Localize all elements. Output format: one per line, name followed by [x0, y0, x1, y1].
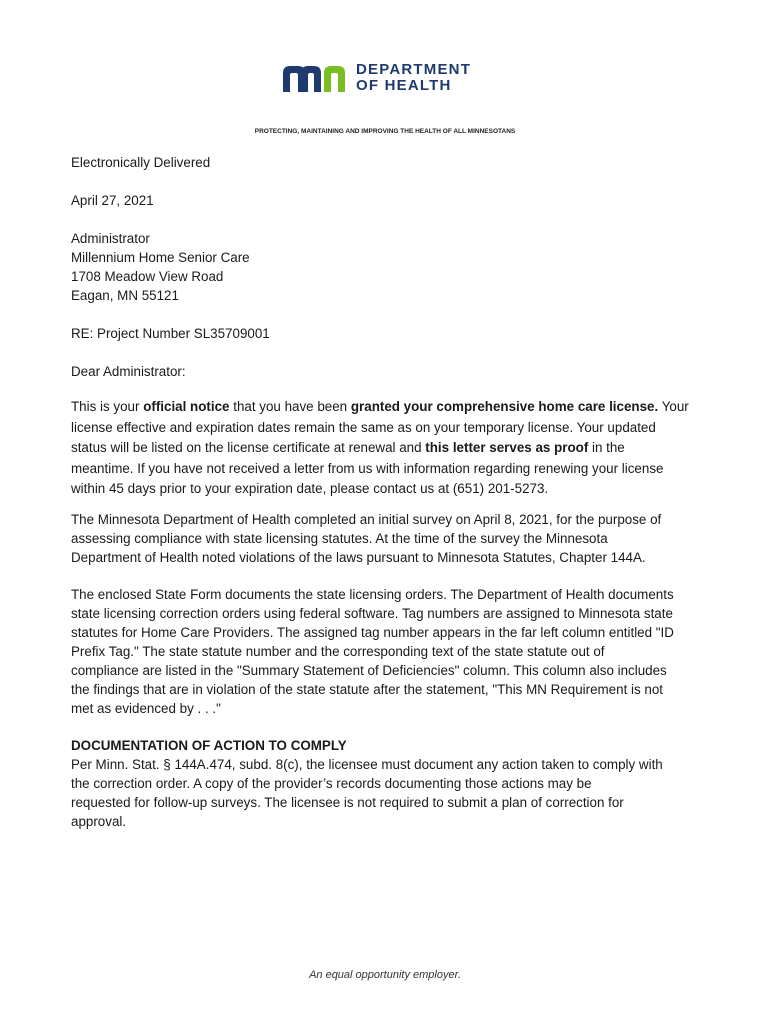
- delivery-method: Electronically Delivered: [71, 155, 211, 170]
- address-line: 1708 Meadow View Road: [71, 269, 224, 284]
- section-action-to-comply: [71, 736, 701, 831]
- address-line: Eagan, MN 55121: [71, 288, 179, 303]
- paragraph-state-form: [71, 585, 701, 718]
- address-line: Millennium Home Senior Care: [71, 250, 250, 265]
- paragraph-line: meantime. If you have not received a letter from us with information regarding renewing your license: [71, 460, 664, 476]
- paragraph-line: [71, 438, 701, 459]
- heading-text: DOCUMENTATION OF ACTION TO COMPLY: [71, 738, 347, 753]
- paragraph-line: compliance are listed in the "Summary Statement of Deficiencies" column. This column also includes: [71, 663, 667, 678]
- letter-date: April 27, 2021: [71, 193, 154, 208]
- paragraph-line: The Minnesota Department of Health completed an initial survey on April 8, 2021, for the purpose of: [71, 512, 662, 527]
- section-heading: [71, 736, 701, 755]
- emphasis-text: granted your comprehensive home care license.: [350, 399, 659, 414]
- text: status will be listed on the license certificate at renewal and: [71, 440, 426, 455]
- mdh-logo: [280, 62, 471, 94]
- paragraph-line: statutes for Home Care Providers. The assigned tag number appears in the far left column entitled "ID: [71, 625, 674, 640]
- logo-line-2: OF HEALTH: [356, 77, 452, 94]
- logo-line-1: DEPARTMENT: [356, 61, 472, 78]
- paragraph-line: the correction order. A copy of the provider’s records documenting those actions may be: [71, 776, 592, 791]
- footer-statement: An equal opportunity employer.: [309, 969, 461, 981]
- mn-logo-icon: [280, 63, 348, 93]
- recipient-address: [71, 229, 701, 305]
- paragraph-line: Per Minn. Stat. § 144A.474, subd. 8(c), the licensee must document any action taken to comply with: [71, 757, 663, 772]
- salutation: Dear Administrator:: [71, 364, 186, 379]
- paragraph-line: [71, 397, 701, 418]
- text: that you have been: [229, 399, 351, 414]
- reference-line: RE: Project Number SL35709001: [71, 326, 270, 341]
- logo-wordmark: [356, 62, 471, 94]
- paragraph-line: approval.: [71, 814, 127, 829]
- paragraph-line: state licensing correction orders using federal software. Tag numbers are assigned to Minnesota state: [71, 606, 673, 621]
- emphasis-text: official notice: [143, 399, 230, 414]
- emphasis-text: this letter serves as proof: [425, 440, 589, 455]
- paragraph-line: the findings that are in violation of the state statute after the statement, "This MN Requirement is not: [71, 682, 664, 697]
- paragraph-survey: [71, 510, 701, 567]
- paragraph-line: assessing compliance with state licensing statutes. At the time of the survey the Minnesota: [71, 531, 608, 546]
- tagline: PROTECTING, MAINTAINING AND IMPROVING THE HEALTH OF ALL MINNESOTANS: [254, 128, 516, 135]
- paragraph-line: Department of Health noted violations of the laws pursuant to Minnesota Statutes, Chapter 144A.: [71, 550, 646, 565]
- paragraph-line: Prefix Tag." The state statute number and the corresponding text of the state statute out of: [71, 644, 605, 659]
- paragraph-line: The enclosed State Form documents the state licensing orders. The Department of Health documents: [71, 587, 674, 602]
- address-line: Administrator: [71, 231, 150, 246]
- text: This is your: [71, 399, 144, 414]
- paragraph-line: within 45 days prior to your expiration date, please contact us at (651) 201-5273.: [71, 481, 549, 496]
- paragraph-line: requested for follow-up surveys. The licensee is not required to submit a plan of correction for: [71, 795, 624, 810]
- text: in the: [588, 440, 625, 455]
- paragraph-line: license effective and expiration dates remain the same as on your temporary license. Your updated: [71, 419, 656, 435]
- paragraph-line: met as evidenced by . . .": [71, 701, 221, 716]
- paragraph-official-notice: [71, 397, 701, 500]
- text: Your: [658, 399, 689, 414]
